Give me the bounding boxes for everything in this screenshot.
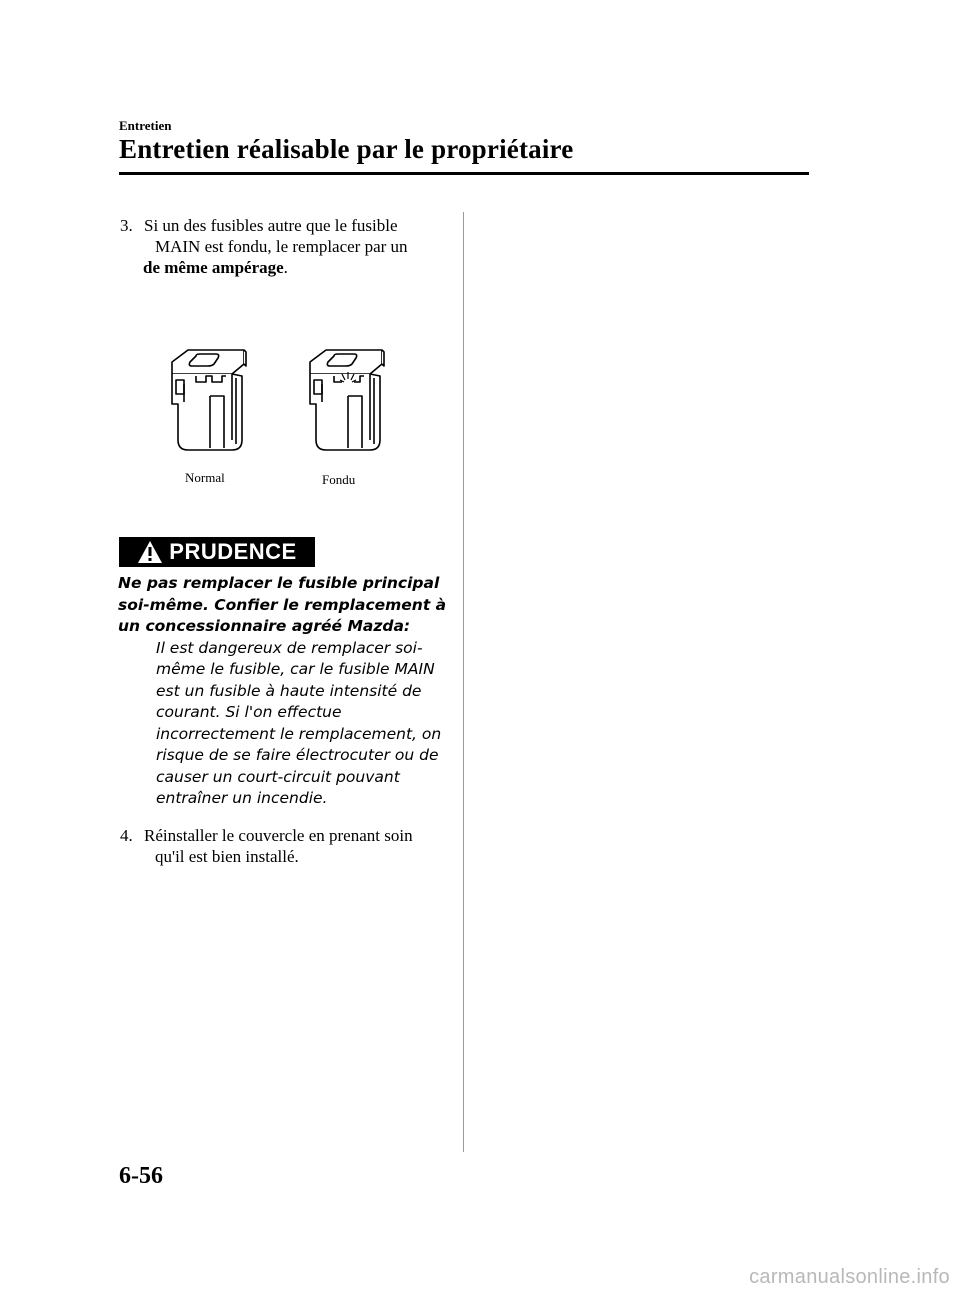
title-rule [119, 172, 809, 175]
column-divider [463, 212, 464, 1152]
caution-body-line: courant. Si l'on effectue [156, 703, 342, 721]
caution-banner [119, 537, 315, 567]
step-3-line-1: Si un des fusibles autre que le fusible [144, 216, 398, 235]
step-4-number: 4. [120, 826, 133, 845]
fuse-illustration [160, 340, 390, 490]
step-3 [120, 215, 450, 278]
caution-bold-line: Ne pas remplacer le fusible principal [118, 574, 440, 592]
step-3-tail: . [283, 258, 288, 277]
caution-body-line: Il est dangereux de remplacer soi- [156, 638, 423, 657]
step-4 [120, 825, 450, 867]
caution-banner-text: PRUDENCE [169, 539, 297, 564]
fuse-normal-icon [172, 350, 246, 450]
fuse-blown-label: Fondu [322, 472, 356, 487]
caution-text [118, 573, 448, 810]
step-3-line-3 [120, 257, 450, 278]
step-4-line-1: Réinstaller le couvercle en prenant soin [144, 826, 413, 845]
watermark: carmanualsonline.info [749, 1266, 950, 1288]
caution-body-line: même le fusible, car le fusible MAIN [156, 660, 435, 678]
warning-triangle-icon [137, 540, 163, 564]
caution-bold-line: un concessionnaire agréé Mazda: [118, 617, 411, 635]
caution-body-line: entraîner un incendie. [156, 789, 328, 807]
caution-body-line: incorrectement le remplacement, on [156, 724, 442, 743]
fuse-normal-label: Normal [185, 470, 225, 485]
fuse-blown-icon [310, 350, 384, 450]
section-label: Entretien [119, 118, 172, 133]
page-number: 6-56 [119, 1163, 163, 1189]
caution-body-line: risque de se faire électrocuter ou de [156, 746, 439, 764]
caution-bold-line: soi-même. Confier le remplacement à [118, 595, 447, 614]
page-title: Entretien réalisable par le propriétaire [119, 134, 574, 164]
step-3-number: 3. [120, 216, 133, 235]
step-4-line-2: qu'il est bien installé. [155, 847, 299, 866]
step-3-line-2: MAIN est fondu, le remplacer par un [155, 237, 408, 256]
step-3-bold-text: de même ampérage [143, 258, 284, 277]
caution-body-line: est un fusible à haute intensité de [156, 681, 422, 700]
caution-body-line: causer un court-circuit pouvant [156, 767, 400, 786]
